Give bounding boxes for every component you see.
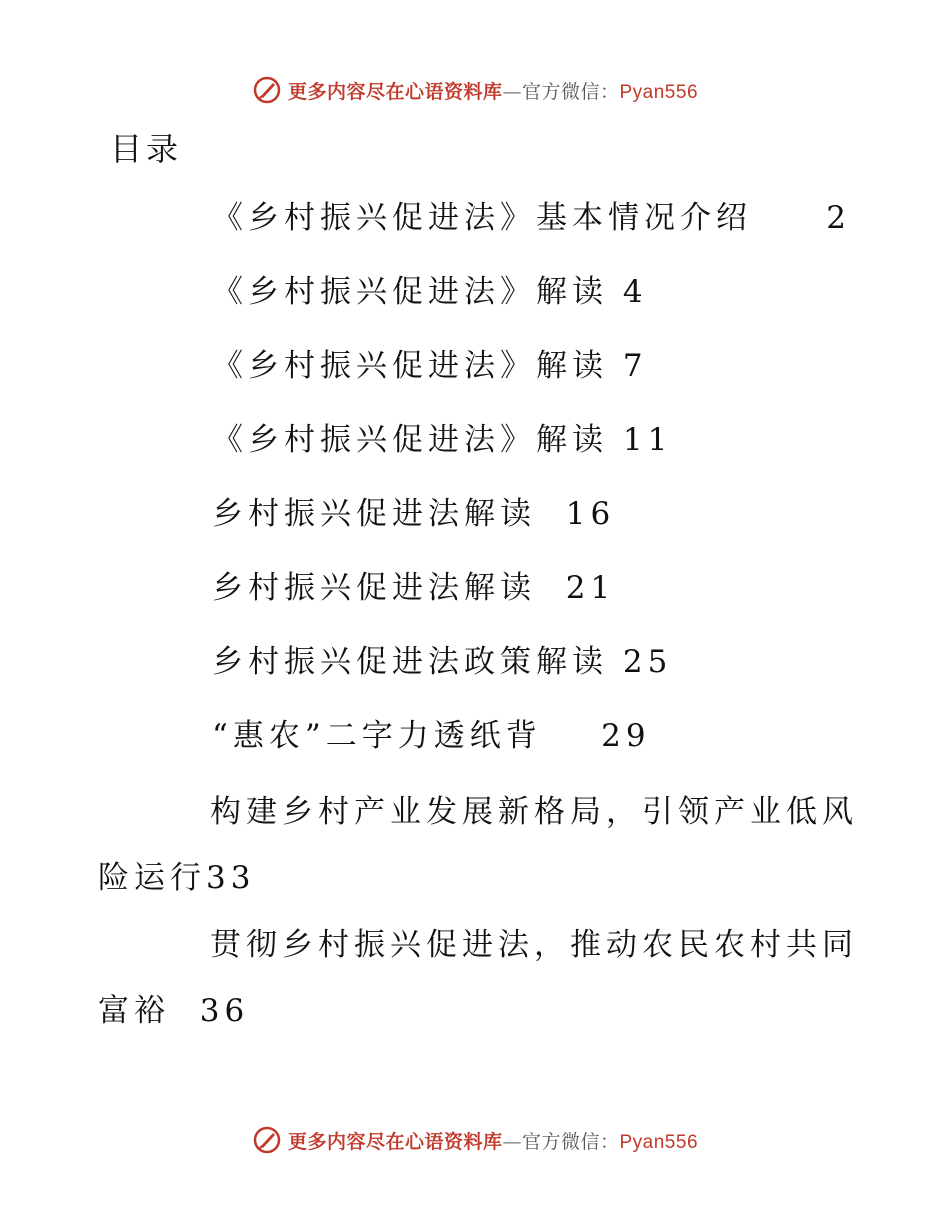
watermark-separator: —	[502, 80, 522, 103]
toc-entry-line1: 贯彻乡村振兴促进法，推动农民农村共同	[210, 927, 858, 963]
toc-entry-gap	[536, 570, 566, 606]
watermark-text	[288, 1127, 698, 1154]
toc-entry[interactable]	[212, 640, 672, 684]
toc-entry-text: 《乡村振兴促进法》基本情况介绍	[212, 200, 752, 236]
toc-entry-text: 《乡村振兴促进法》解读	[212, 274, 608, 310]
watermark-separator: —	[502, 1130, 522, 1153]
toc-entry-gap	[752, 200, 826, 236]
toc-entry-wrapped[interactable]	[98, 779, 858, 911]
toc-entry-page: 11	[622, 422, 673, 458]
toc-entry-text: 乡村振兴促进法政策解读	[212, 644, 608, 680]
watermark-brand: 更多内容尽在心语资料库	[287, 1130, 503, 1153]
footer-watermark	[0, 1122, 950, 1158]
toc-entry-gap	[542, 718, 601, 754]
toc-entry-text: 乡村振兴促进法解读	[212, 570, 536, 606]
toc-entry-line1: 构建乡村产业发展新格局，引领产业低风	[210, 794, 858, 830]
watermark-brand: 更多内容尽在心语资料库	[287, 80, 503, 103]
toc-title: 目录	[110, 130, 183, 168]
toc-entry-page: 36	[199, 993, 250, 1029]
toc-entry[interactable]	[212, 566, 615, 610]
toc-entry-gap	[608, 348, 623, 384]
toc-entry[interactable]	[212, 270, 648, 314]
toc-entry-line2	[98, 845, 838, 911]
header-watermark	[0, 72, 950, 108]
watermark-wechat-id: Pyan556	[619, 81, 699, 103]
toc-entry-page: 16	[565, 496, 616, 532]
toc-entry-text: 《乡村振兴促进法》解读	[212, 422, 608, 458]
toc-entry-text: 乡村振兴促进法解读	[212, 496, 536, 532]
quill-logo-icon	[252, 1125, 282, 1155]
toc-entry[interactable]	[212, 196, 851, 240]
toc-entry-text: 富裕	[98, 993, 170, 1029]
watermark-text	[288, 77, 698, 104]
toc-entry-page: 7	[622, 348, 648, 384]
toc-entry-text: “惠农”二字力透纸背	[212, 718, 542, 754]
quill-logo-icon	[252, 75, 282, 105]
toc-entry[interactable]	[212, 492, 615, 536]
watermark-wechat-id: Pyan556	[619, 1131, 699, 1153]
toc-entry-page: 4	[622, 274, 648, 310]
toc-entry-page: 2	[826, 200, 852, 236]
watermark-official: 官方微信：	[521, 1130, 620, 1153]
toc-entry-text: 《乡村振兴促进法》解读	[212, 348, 608, 384]
toc-entry-page: 21	[565, 570, 616, 606]
toc-entry-gap	[608, 644, 623, 680]
toc-entry-gap	[536, 496, 566, 532]
toc-entry-gap	[608, 422, 623, 458]
toc-entry-gap	[608, 274, 623, 310]
toc-entry-page: 25	[622, 644, 673, 680]
toc-entry-wrapped[interactable]	[98, 912, 858, 1044]
toc-entry-page: 33	[206, 860, 256, 896]
toc-entry[interactable]	[212, 344, 648, 388]
toc-entry-page: 29	[601, 718, 651, 754]
watermark-official: 官方微信：	[521, 80, 620, 103]
toc-entry[interactable]	[212, 418, 672, 462]
toc-entry-gap	[170, 993, 200, 1029]
toc-entry-line2	[98, 978, 838, 1044]
toc-entry[interactable]	[212, 714, 651, 758]
toc-entry-text: 险运行	[98, 860, 206, 896]
